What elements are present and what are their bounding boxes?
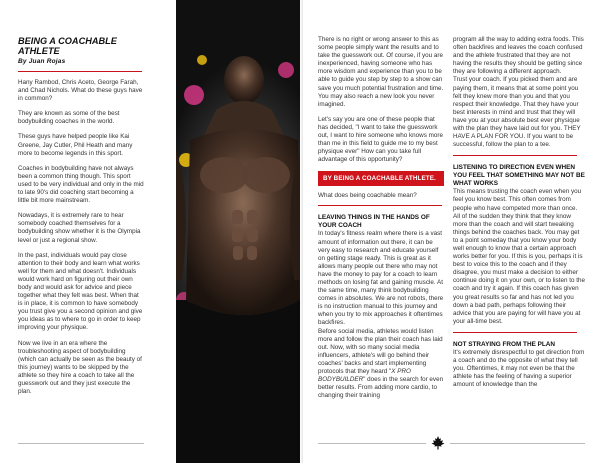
question-line: What does being coachable mean?: [318, 192, 417, 200]
paragraph: Let's say you are one of these people that has decided, "I want to take the guesswork out, I want to hire someone who knows more than me in this field to guide me to my best physique ever" How can you take full advantage of this opportunity?: [318, 115, 443, 164]
quote-italic: X PRO BODYBUILDER: [318, 368, 411, 384]
middle-text-column: [318, 30, 444, 400]
paragraph: Coaches in bodybuilding have not always been a common thing though. This sport used to be very individual and only in the mid to late 90's did coaching start becoming a little bit more mainstream.: [18, 164, 144, 205]
paragraph: [318, 328, 444, 401]
section-divider: [453, 332, 577, 333]
section-divider: [453, 155, 577, 156]
bottom-divider: [450, 443, 585, 444]
paragraph: They are known as some of the best bodybuilding coaches in the world.: [18, 110, 120, 126]
maple-leaf-logo-icon: [431, 436, 445, 450]
paragraph: Hany Rambod, Chris Aceto, George Farah, and Chad Nichols. What do these guys have in common?: [18, 79, 143, 103]
paragraph: program all the way to adding extra foods. This often backfires and leaves the coach confused and the athlete frustrated that they are not having the results they should be getting since they are following a different approach.: [453, 36, 584, 76]
article-byline: By Juan Rojas: [18, 58, 66, 65]
title-divider: [18, 71, 142, 72]
highlight-callout: BY BEING A COACHABLE ATHLETE.: [318, 171, 444, 186]
section-heading: NOT STRAYING FROM THE PLAN: [453, 340, 556, 348]
paragraph-text: Before social media, athletes would listen more and follow the plan their coach has laid out. Now, with so many social media influencers, athlete's will go behind their coaches' backs and start implementing protocols that they heard ": [318, 327, 443, 375]
paragraph: Nowadays, it is extremely rare to hear somebody coached themselves for a bodybuilding show whether it is the Olympia level or just a regional show.: [18, 212, 141, 244]
section-divider: [318, 205, 442, 206]
section-heading: LEAVING THINGS IN THE HANDS OF YOUR COACH: [318, 214, 430, 230]
article-title: BEING A COACHABLE ATHLETE: [18, 36, 117, 56]
right-text-column: [453, 30, 585, 389]
left-text-column: [18, 30, 144, 396]
paragraph: It's extremely disrespectful to get direction from a coach and do the opposite of what they tell you. Oftentimes, it may not even be that the athlete has the feeling of having a superior amount of knowledge than the: [453, 348, 585, 389]
bottom-divider: [318, 443, 426, 444]
paragraph: This means trusting the coach even when you feel you know best. This often comes from people who have competed more than once. All of the sudden they think that they know more than the coach and will start tweaking things behind the coaches back. You may get to a point someday that you know your body well enough to know that a certain approach works better for you. If this is you, perhaps it is best to voice this to the coach and if they disagree, you must make a decision to either continue doing it on your own, or to listen to the coach and try it again. If this coach has given you great results so far and has not led you down a bad path, perhaps following their advice that you are paying for will have you at your all-time best.: [453, 188, 585, 325]
athlete-photo: [176, 0, 300, 463]
paragraph: In today's fitness realm where there is a vast amount of information out there, it can be very easy to research and educate yourself on getting stage ready. This is great as it allows many people out there who may not have the money to pay for a coach to learn methods on losing fat and gaining muscle. At the same time, many think bodybuilding comes in absolutes. We are not robots, there is no instruction manual to this journey and when you try to mix approaches it oftentimes backfires.: [318, 230, 444, 327]
paragraph: Trust your coach. If you picked them and are paying them, it means that at some point you felt they knew more than you and that you respect their knowledge. That they have your best interests in mind and trust that they will have you at your absolute best ever physique with the plan they have laid out for you. THEY HAVE A PLAN FOR YOU. If you want to be successful, follow the plan to a tee.: [453, 76, 581, 149]
paragraph: In the past, individuals would pay close attention to their body and learn what works well for them and what doesn't. Individuals would work hard on figuring out their own body and would ask for advice and piece together what they felt was best. When that is in place, it is common to have somebody you trust give you a second opinion and give you ideas as to where to go in order to keep improving your physique.: [18, 251, 143, 332]
paragraph: There is no right or wrong answer to this as some people simply want the results and to take the guesswork out. Of course, if you are inexperienced, having someone who has more wisdom and experience than you to be able to guide you step by step to a show can save you much potential frustration and time. You may also reach a new look you never imagined.: [318, 36, 444, 108]
paragraph-text: " does in the search for even better results. From adding more cardio, to changing their training: [318, 376, 444, 400]
bottom-divider: [18, 443, 144, 444]
page-gutter: [297, 0, 303, 463]
section-heading: LISTENING TO DIRECTION EVEN WHEN YOU FEEL THAT SOMETHING MAY NOT BE WHAT WORKS: [453, 164, 585, 188]
paragraph: Now we live in an era where the troubleshooting aspect of bodybuilding (which can actually be seen as the beauty of this journey) wants to be skipped by the athlete so they hire a coach to take all the guesswork out and they just execute the plan.: [18, 339, 142, 396]
paragraph: These guys have helped people like Kai Greene, Jay Cutler, Phil Heath and many more to become legends in this sport.: [18, 133, 133, 157]
